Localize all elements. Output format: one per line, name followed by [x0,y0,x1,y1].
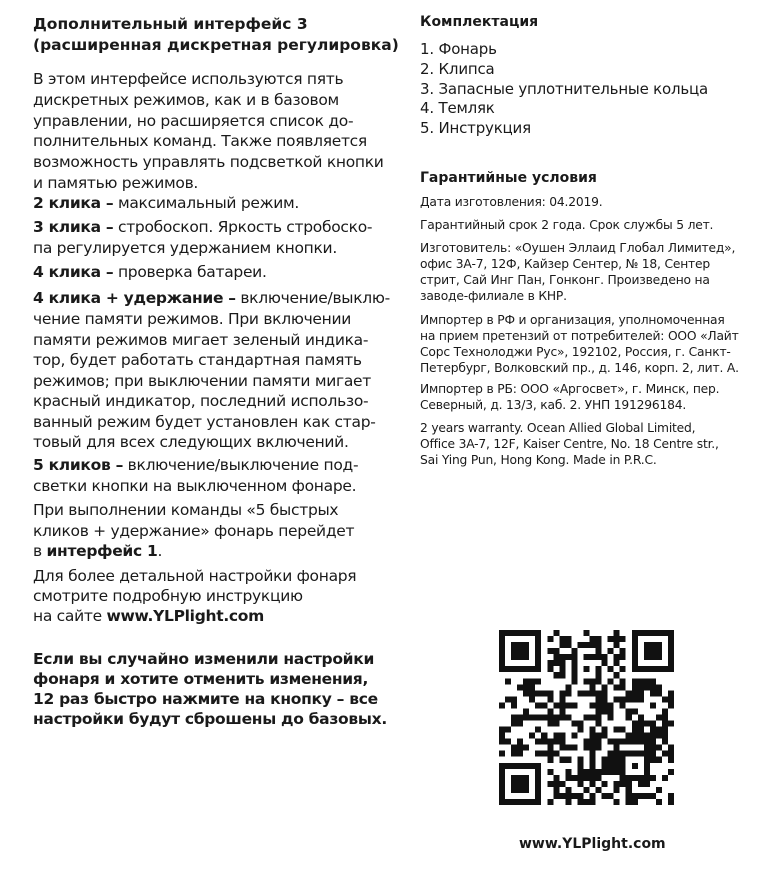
kit-item: 4. Темляк [420,99,495,117]
memory-line: красный индикатор, последний использо- [33,392,369,410]
warranty-line: на прием претензий от потребителей: ООО «Лайт [420,329,739,343]
intro-line: полнительных команд. Также появляется [33,132,367,150]
four-clicks-text: проверка батареи. [113,263,267,281]
interface1-prefix: в [33,542,47,560]
memory-line: тор, будет работать стандартная память [33,351,362,369]
two-clicks-text: максимальный режим. [113,194,300,212]
reset-line: 12 раз быстро нажмите на кнопку – все [33,690,378,708]
two-clicks-label: 2 клика – [33,194,114,212]
warranty-line: Дата изготовления: 04.2019. [420,195,603,209]
details-line: смотрите подробную инструкцию [33,587,303,605]
kit-item: 2. Клипса [420,60,495,78]
intro-line: В этом интерфейсе используются пять [33,70,344,88]
interface1-link: интерфейс 1 [46,542,158,560]
warranty-line: стрит, Сай Инг Пан, Гонконг. Произведено на [420,273,710,287]
interface1-line: При выполнении команды «5 быстрых [33,501,339,519]
kit-title: Комплектация [420,14,539,30]
four-clicks-hold-text: включение/выклю- [235,289,390,307]
memory-line: чение памяти режимов. При включении [33,310,352,328]
warranty-line: Office 3A-7, 12F, Kaiser Centre, No. 18 Centre str., [420,437,719,451]
three-clicks-label: 3 клика – [33,218,114,236]
three-clicks-text: стробоскоп. Яркость стробоско- [113,218,373,236]
reset-line: Если вы случайно изменили настройки [33,650,375,668]
intro-line: дискретных режимов, как и в базовом [33,91,339,109]
warranty-line: заводе-филиале в КНР. [420,289,567,303]
interface-title-line1: Дополнительный интерфейс 3 [33,15,308,33]
memory-line: памяти режимов мигает зеленый индика- [33,331,369,349]
warranty-line: Петербург, Волковский пр., д. 146, корп. 2, лит. А. [420,361,739,375]
kit-item: 3. Запасные уплотнительные кольца [420,80,709,98]
reset-line: фонаря и хотите отменить изменения, [33,670,369,688]
website-url[interactable]: www.YLPlight.com [519,836,666,852]
warranty-title: Гарантийные условия [420,170,597,186]
five-clicks-line [33,455,358,476]
warranty-line: Изготовитель: «Оушен Эллаид Глобал Лимитед», [420,241,736,255]
qr-code-icon[interactable] [499,630,674,805]
five-clicks-text: включение/выключение под- [123,456,359,474]
four-clicks-label: 4 клика – [33,263,114,281]
interface-title-line2: (расширенная дискретная регулировка) [33,36,399,54]
interface1-line: кликов + удержание» фонарь перейдет [33,522,355,540]
warranty-line: Сорс Технолоджи Рус», 192102, Россия, г. Санкт- [420,345,731,359]
intro-line: возможность управлять подсветкой кнопки [33,153,384,171]
details-prefix: на сайте [33,607,107,625]
four-clicks-line [33,262,267,283]
four-clicks-hold-label: 4 клика + удержание – [33,289,236,307]
details-line: Для более детальной настройки фонаря [33,567,357,585]
intro-line: и памятью режимов. [33,174,199,192]
reset-line: настройки будут сброшены до базовых. [33,710,387,728]
warranty-line: офис 3А-7, 12Ф, Кайзер Сентер, № 18, Сентер [420,257,710,271]
kit-item: 1. Фонарь [420,40,497,58]
interface1-line3 [33,541,162,562]
warranty-line: Гарантийный срок 2 года. Срок службы 5 лет. [420,218,714,232]
warranty-line: Импортер в РБ: ООО «Аргосвет», г. Минск, пер. [420,382,720,396]
two-clicks-line [33,193,299,214]
five-clicks-line2: светки кнопки на выключенном фонаре. [33,477,357,495]
kit-item: 5. Инструкция [420,119,531,137]
five-clicks-label: 5 кликов – [33,456,124,474]
memory-line: ванный режим будет установлен как стар- [33,413,376,431]
details-line3 [33,606,264,627]
four-clicks-hold-line [33,288,390,309]
interface1-suffix: . [157,542,163,560]
website-link[interactable]: www.YLPlight.com [106,607,265,625]
warranty-line: Sai Ying Pun, Hong Kong. Made in P.R.C. [420,453,657,467]
warranty-line: Северный, д. 13/3, каб. 2. УНП 191296184. [420,398,687,412]
intro-line: управлении, но расширяется список до- [33,112,354,130]
three-clicks-line2: па регулируется удержанием кнопки. [33,239,337,257]
memory-line: товый для всех следующих включений. [33,433,349,451]
warranty-line: 2 years warranty. Ocean Allied Global Limited, [420,421,696,435]
three-clicks-line [33,217,372,238]
warranty-line: Импортер в РФ и организация, уполномоченная [420,313,725,327]
memory-line: режимов; при выключении памяти мигает [33,372,371,390]
